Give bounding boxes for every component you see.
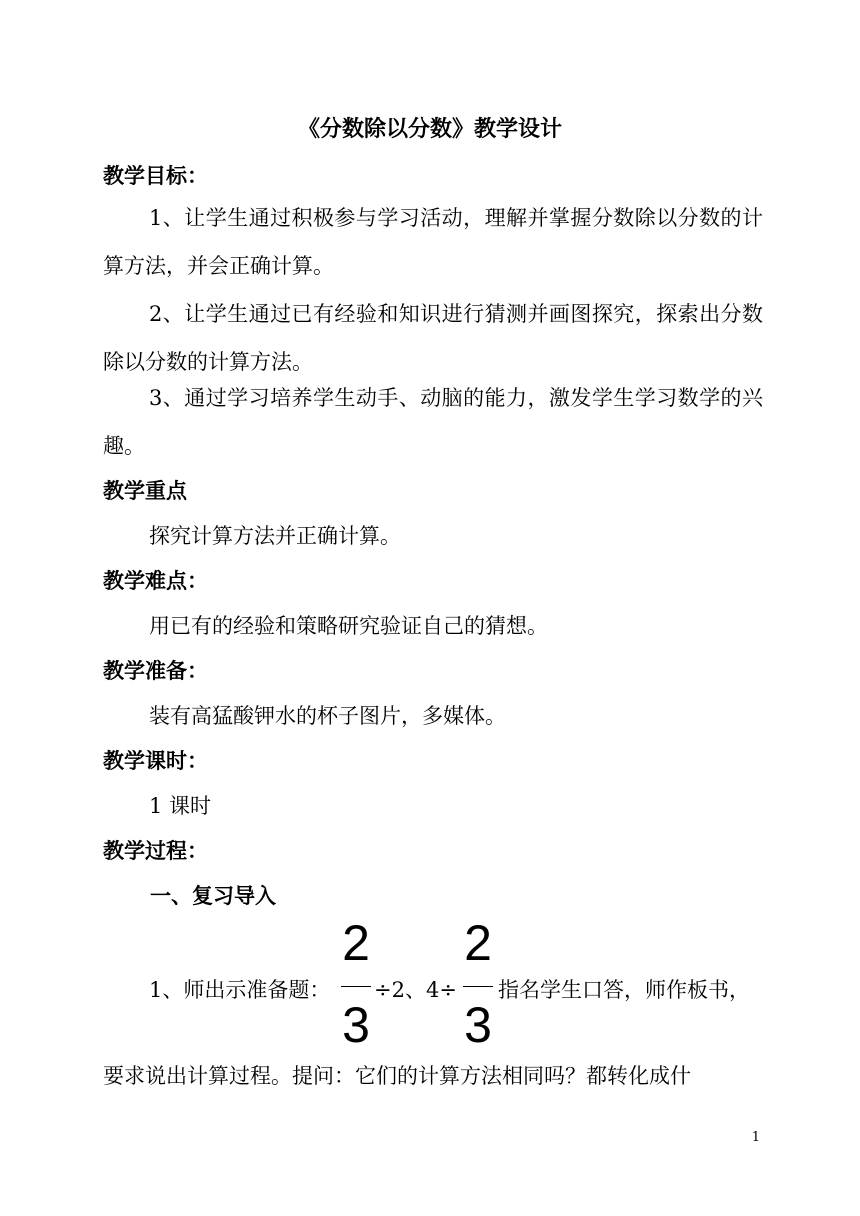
difficulty-heading: 教学难点： [103, 569, 208, 593]
fraction-numerator: 2 [342, 915, 370, 971]
lesson-time-text: 1 课时 [149, 794, 212, 818]
process-heading: 教学过程： [103, 839, 208, 863]
step1-suffix: 指名学生口答，师作板书， [498, 978, 750, 1002]
section-review-heading: 一、复习导入 [150, 884, 276, 908]
fraction-numerator: 2 [464, 915, 492, 971]
preparation-text: 装有高猛酸钾水的杯子图片，多媒体。 [149, 704, 506, 728]
difficulty-text: 用已有的经验和策略研究验证自己的猜想。 [149, 614, 548, 638]
fraction-denominator: 3 [342, 997, 370, 1053]
objective-item-3: 3、通过学习培养学生动手、动脑的能力，激发学生学习数学的兴趣。 [103, 386, 763, 458]
step1-continuation: 要求说出计算过程。提问：它们的计算方法相同吗？都转化成什 [103, 1064, 691, 1088]
objective-item-2: 2、让学生通过已有经验和知识进行猜测并画图探究，探索出分数除以分数的计算方法。 [103, 302, 763, 374]
key-point-heading: 教学重点 [103, 479, 187, 503]
preparation-heading: 教学准备： [103, 659, 208, 683]
lesson-time-heading: 教学课时： [103, 749, 208, 773]
document-title: 《分数除以分数》教学设计 [297, 117, 562, 142]
objectives-heading: 教学目标： [103, 164, 208, 188]
key-point-text: 探究计算方法并正确计算。 [149, 524, 401, 548]
page-number: 1 [751, 1130, 760, 1145]
fraction-bar [341, 986, 371, 987]
fraction-denominator: 3 [464, 997, 492, 1053]
step1-operator: ÷2、4÷ [374, 978, 457, 1002]
step1-prefix: 1、师出示准备题： [149, 978, 331, 1002]
fraction-bar [463, 986, 493, 987]
objective-item-1: 1、让学生通过积极参与学习活动，理解并掌握分数除以分数的计算方法，并会正确计算。 [103, 206, 763, 278]
